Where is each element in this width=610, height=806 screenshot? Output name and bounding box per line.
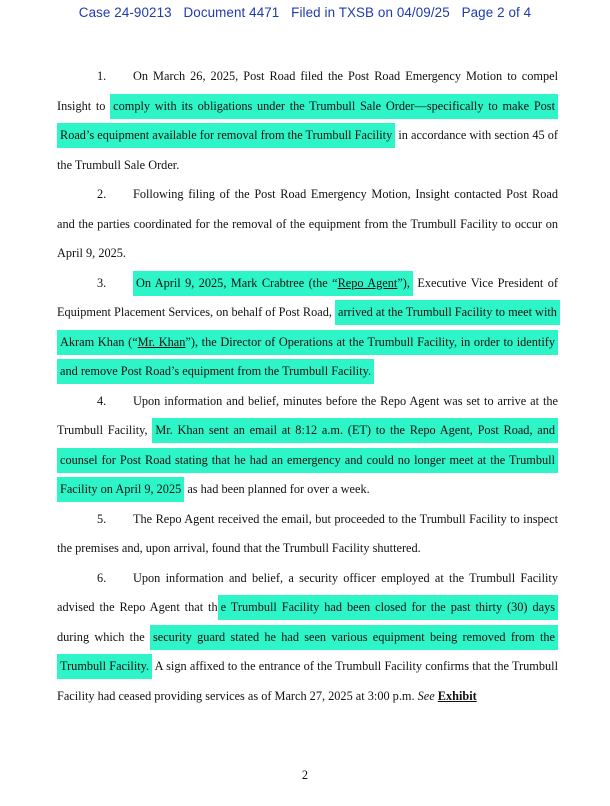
signal-see: See [417,688,435,703]
highlighted-text: e Trumbull Facility had been closed for the past thirty (30) days [218,595,558,620]
paragraph-text: A sign affixed to the entrance of the Trumbull Facility confirms that the Trumbull Facility had ceased providing services as of March 27, 2025 at 3:00 p.m. [57,659,558,703]
ecf-header [0,5,610,20]
defined-term: Mr. Khan [137,334,186,349]
paragraph-text: Executive Vice President of Equipment Placement Services, on behalf of Post Road, [57,275,558,319]
paragraph-text: The Repo Agent received the email, but proceeded to the Trumbull Facility to inspect the premises and, upon arrival, found that the Trumbull Facility shuttered. [57,511,558,555]
highlighted-text: comply with its obligations under the Trumbull Sale Order—specifically to make Post Road’s equipment available for removal from the Trumbull Facility [57,94,558,149]
paragraph-text: as had been planned for over a week. [184,482,370,496]
paragraph-text: Following filing of the Post Road Emergency Motion, Insight contacted Post Road and the parties coordinated for the removal of the equipment from the Trumbull Facility to occur on April 9, 2025. [57,187,558,260]
paragraph-text: On March 26, 2025, Post Road filed the Post Road Emergency Motion to compel Insight to [57,69,558,113]
filed-date: Filed in TXSB on 04/09/25 [291,5,450,20]
defined-term: Repo Agent [337,275,398,290]
highlight-part: ”), the Director of Operations at the Trumbull Facility, in order to identify and remove Post Road’s equipment from the Trumbull Facility. [60,334,555,378]
paragraph-number: 6. [97,570,107,585]
paragraph-number: 4. [97,393,107,408]
document-body [57,62,558,711]
case-number: Case 24-90213 [78,5,172,20]
paragraph-number: 5. [97,511,107,526]
paragraph-5 [57,505,558,564]
paragraph-text: Upon information and belief, a security officer employed at the Trumbull Facility advised the Repo Agent that th [57,570,558,614]
highlighted-text [133,271,413,296]
paragraph-3 [57,269,558,387]
document-number: Document 4471 [183,5,280,20]
highlight-part: ”), [397,275,410,290]
paragraph-text: Upon information and belief, minutes before the Repo Agent was set to arrive at the Trumbull Facility, [57,393,558,437]
page-number: 2 [301,768,309,782]
highlighted-text: security guard stated he had seen various equipment being removed from the Trumbull Facility. [57,625,558,680]
highlighted-text: Mr. Khan sent an email at 8:12 a.m. (ET) to the Repo Agent, Post Road, and counsel for Post Road stating that he had an emergency and could no longer meet at the Trumbull Facility on April 9, 2025 [57,418,558,502]
highlight-part: arrived at the Trumbull Facility to meet with Akram Khan (“ [60,305,557,349]
highlight-part: On April 9, 2025, Mark Crabtree (the “ [136,275,338,290]
paragraph-text: in accordance with section 45 of the Trumbull Sale Order. [57,128,558,172]
page-of: Page 2 of 4 [461,5,532,20]
exhibit-reference: Exhibit [437,688,477,703]
paragraph-4 [57,387,558,505]
paragraph-1 [57,62,558,180]
paragraph-text: during which the [57,629,150,644]
paragraph-number: 2. [97,187,107,201]
paragraph-number: 1. [97,69,107,83]
paragraph-2 [57,180,558,269]
paragraph-6 [57,564,558,712]
paragraph-number: 3. [97,275,107,290]
